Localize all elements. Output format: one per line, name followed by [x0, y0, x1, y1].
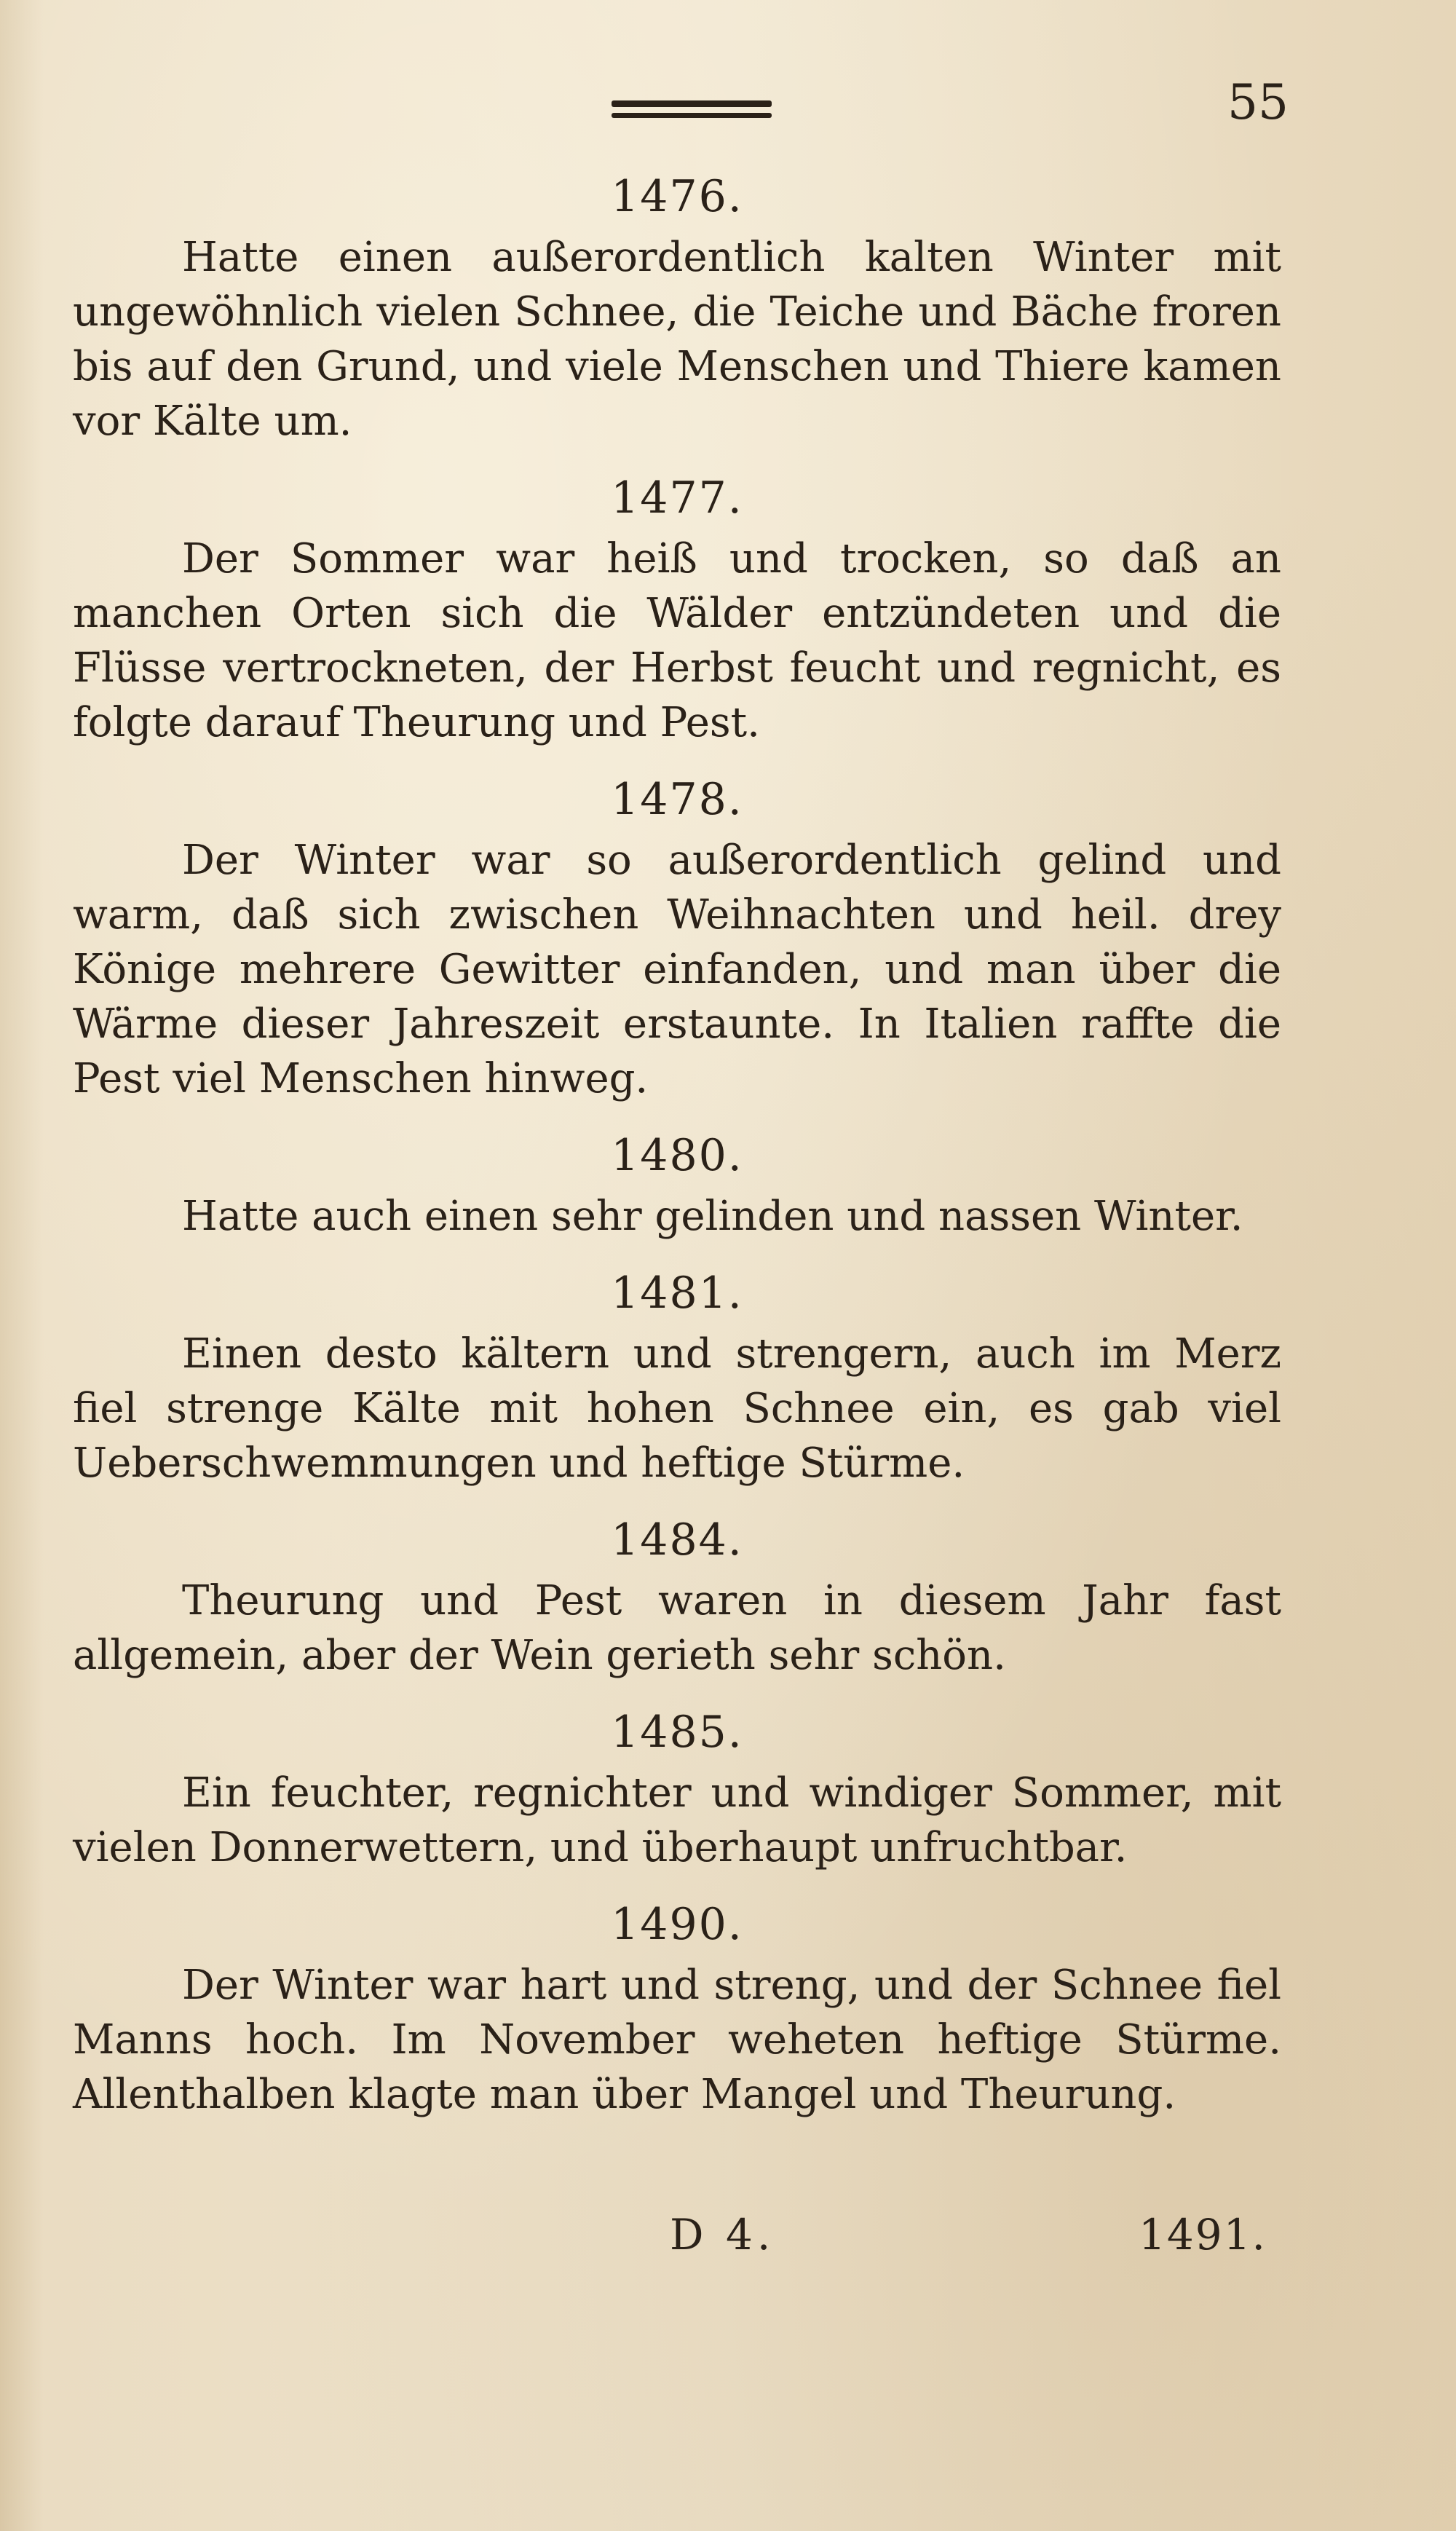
entry-text: Einen desto kältern und strengern, auch im Merz fiel strenge Kälte mit hohen Schnee ein, es gab viel Ueberschwemmungen und heftige Stürme.: [73, 1330, 1281, 1487]
entry-year: 1476.: [611, 171, 743, 222]
entry-text: Der Winter war hart und streng, und der Schnee fiel Manns hoch. Im November weheten heftige Stürme. Allenthalben klagte man über Mangel und Theurung.: [73, 1962, 1281, 2118]
page-number: 55: [1227, 74, 1289, 130]
entry-text: Hatte einen außerordentlich kalten Winter mit ungewöhnlich vielen Schnee, die Teiche und Bäche froren bis auf den Grund, und viele Menschen und Thiere kamen vor Kälte um.: [73, 234, 1281, 445]
entry-text: Der Winter war so außerordentlich gelind und warm, daß sich zwischen Weihnachten und heil. drey Könige mehrere Gewitter einfanden, und man über die Wärme dieser Jahreszeit erstaunte. In Italien raffte die Pest viel Menschen hinweg.: [73, 837, 1281, 1102]
page-footer: [73, 2210, 1281, 2275]
catchword: 1491.: [1138, 2210, 1267, 2259]
entry-year: 1481.: [611, 1268, 743, 1319]
entry-year: 1478.: [611, 774, 743, 825]
entry-text: Theurung und Pest waren in diesem Jahr fast allgemein, aber der Wein gerieth sehr schön.: [73, 1577, 1281, 1679]
entry-1476: [73, 167, 1281, 449]
signature-mark: D 4.: [670, 2210, 775, 2259]
entry-year: 1484.: [611, 1515, 743, 1565]
entry-text: Ein feuchter, regnichter und windiger Sommer, mit vielen Donnerwettern, und überhaupt unfruchtbar.: [73, 1769, 1281, 1871]
entry-1480: [73, 1126, 1281, 1244]
header-rule-bottom: [612, 113, 772, 118]
entry-1481: [73, 1264, 1281, 1490]
chronicle-entries: [73, 167, 1281, 2142]
entry-1490: [73, 1895, 1281, 2122]
entry-text: Der Sommer war heiß und trocken, so daß an manchen Orten sich die Wälder entzündeten und die Flüsse vertrockneten, der Herbst feucht und regnicht, es folgte darauf Theurung und Pest.: [73, 535, 1281, 746]
entry-year: 1485.: [611, 1707, 743, 1758]
entry-year: 1490.: [611, 1899, 743, 1950]
entry-1478: [73, 770, 1281, 1106]
header-double-rule: [612, 100, 772, 122]
entry-year: 1477.: [611, 473, 743, 524]
entry-1484: [73, 1511, 1281, 1683]
entry-text: Hatte auch einen sehr gelinden und nassen Winter.: [182, 1193, 1243, 1240]
entry-year: 1480.: [611, 1130, 743, 1181]
header-rule-top: [612, 100, 772, 107]
entry-1485: [73, 1703, 1281, 1875]
entry-1477: [73, 469, 1281, 750]
